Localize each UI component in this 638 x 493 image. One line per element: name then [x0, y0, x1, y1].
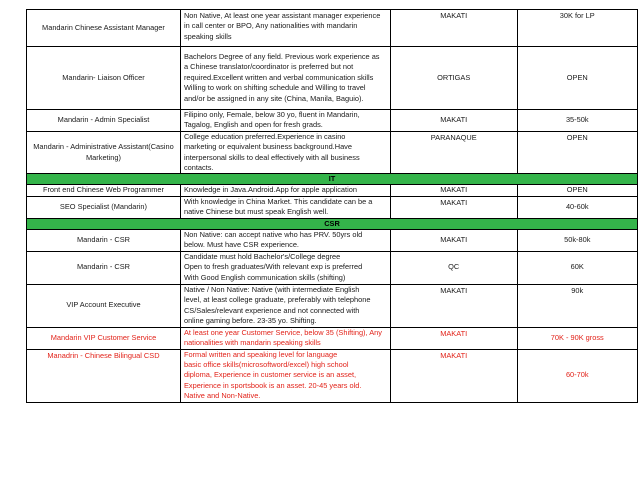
job-location-cell: QC: [390, 251, 517, 284]
job-title-cell-line: VIP Account Executive: [66, 300, 141, 310]
job-description-cell-line: CS/Sales/relevant experience and not connected with: [183, 305, 360, 315]
job-title-cell-line: Mandarin - CSR: [76, 235, 130, 245]
job-location-cell: MAKATI: [390, 327, 517, 349]
job-description-cell: [180, 327, 390, 349]
job-title-cell: [27, 229, 181, 251]
job-description-cell-line: online gaming before. 23-35 yo. Shifting.: [183, 316, 317, 326]
job-location-cell: MAKATI: [390, 110, 517, 132]
job-salary-cell: OPEN: [517, 185, 638, 196]
job-description-cell-line: native Chinese but must speak English well.: [183, 207, 329, 217]
section-header-row: [27, 174, 638, 185]
job-description-cell-line: nationalities with mandarin speaking skills: [183, 338, 321, 348]
job-title-cell: [27, 185, 181, 196]
job-title-cell: [27, 196, 181, 218]
job-title-cell-line: Mandarin VIP Customer Service: [50, 332, 157, 342]
job-title-cell-line: Mandarin Chinese Assistant Manager: [42, 22, 165, 32]
job-title-cell: [27, 131, 181, 174]
job-location-cell: MAKATI: [390, 229, 517, 251]
job-description-cell-line: Non Native: can accept native who has PRV. 50yrs old: [183, 229, 363, 239]
job-description-cell-line: Bachelors Degree of any field. Previous work experience as: [183, 51, 380, 61]
job-description-cell: [180, 131, 390, 174]
job-location-cell: MAKATI: [390, 284, 517, 327]
job-description-cell-line: Willing to work on shifting schedule and Willing to travel: [183, 83, 366, 93]
job-title-cell: [27, 327, 181, 349]
job-title-cell: [27, 349, 181, 402]
job-listing-table: [26, 9, 638, 403]
job-location-cell: PARANAQUE: [390, 131, 517, 174]
job-row: [27, 251, 638, 284]
job-description-cell: [180, 47, 390, 110]
job-description-cell: [180, 10, 390, 47]
job-title-cell: [27, 47, 181, 110]
job-description-cell-line: Formal written and speaking level for language: [183, 349, 338, 359]
job-title-cell-line: Mandarin - CSR: [76, 262, 130, 272]
job-title-cell-line: Mandarin - Admin Specialist: [57, 115, 150, 125]
job-description-cell-line: Open to fresh graduates/With relevant exp is preferred: [183, 262, 363, 272]
job-description-cell-line: speaking skills: [183, 31, 232, 41]
job-row: [27, 10, 638, 47]
job-salary-cell: 50k-80k: [517, 229, 638, 251]
job-salary-cell: 35-50k: [517, 110, 638, 132]
job-location-cell: MAKATI: [390, 196, 517, 218]
job-title-cell: [27, 10, 181, 47]
job-salary-cell: OPEN: [517, 47, 638, 110]
job-salary-cell: 70K - 90K gross: [517, 327, 638, 349]
job-description-cell-line: Tagalog, English and open for fresh grads.: [183, 120, 323, 130]
job-description-cell: [180, 251, 390, 284]
job-description-cell-line: in call center or BPO, Any nationalities with mandarin: [183, 21, 358, 31]
job-description-cell-line: diploma, Experience in customer service is an asset,: [183, 370, 357, 380]
job-description-cell-line: With Good English communication skills (shifting): [183, 272, 346, 282]
job-description-cell: [180, 185, 390, 196]
job-description-cell: [180, 196, 390, 218]
job-description-cell-line: and/or be assigned in any site (China, Manila, Baguio).: [183, 93, 364, 103]
job-description-cell-line: College education preferred.Experience in casino: [183, 131, 346, 141]
job-row: [27, 110, 638, 132]
job-description-cell-line: Non Native, At least one year assistant manager experience: [183, 11, 381, 20]
job-salary-cell: 60K: [517, 251, 638, 284]
job-row: [27, 284, 638, 327]
job-description-cell-line: basic office skills(microsoftword/excel) high school: [183, 360, 349, 370]
job-description-cell-line: contacts.: [183, 163, 214, 173]
job-row: [27, 349, 638, 402]
job-title-cell-line: Mandarin - Administrative Assistant(Casino: [33, 142, 174, 152]
job-salary-cell: 90k: [517, 284, 638, 327]
job-description-cell-line: Filipino only, Female, below 30 yo, fluent in Mandarin,: [183, 110, 360, 119]
job-description-cell-line: With knowledge in China Market. This candidate can be a: [183, 196, 373, 206]
job-title-cell-line: Marketing): [86, 152, 121, 162]
job-title-cell-line: Front end Chinese Web Programmer: [42, 185, 164, 195]
job-location-cell: MAKATI: [390, 10, 517, 47]
job-description-cell-line: Native and Non-Native.: [183, 391, 261, 401]
job-description-cell: [180, 110, 390, 132]
job-location-cell: MAKATI: [390, 185, 517, 196]
job-description-cell-line: Native / Non Native: Native (with intermediate English: [183, 284, 360, 294]
job-description-cell-line: a Chinese translator/coordinator is preferred but not: [183, 62, 354, 72]
job-row: [27, 229, 638, 251]
job-description-cell-line: Knowledge in Java.Android.App for apple application: [183, 185, 357, 195]
job-salary-cell: OPEN: [517, 131, 638, 174]
section-header-row: [27, 218, 638, 229]
job-description-cell-line: below. Must have CSR experience.: [183, 240, 299, 250]
job-description-cell-line: Experience in sportsbook is an asset. 20-45 years old.: [183, 380, 362, 390]
job-description-cell-line: level, at least college graduate, preferably with telephone: [183, 295, 371, 305]
job-title-cell: [27, 284, 181, 327]
section-header-label: CSR: [27, 218, 638, 229]
job-description-cell-line: Candidate must hold Bachelor's/College degree: [183, 252, 341, 262]
job-title-cell-line: SEO Specialist (Mandarin): [59, 202, 148, 212]
job-title-cell-line: Mandarin- Liaison Officer: [62, 72, 145, 82]
job-listing-body: [27, 10, 638, 403]
job-salary-cell: 30K for LP: [517, 10, 638, 47]
job-description-cell-line: marketing or equivalent business background.Have: [183, 142, 352, 152]
job-salary-cell: 40-60k: [517, 196, 638, 218]
job-description-cell-line: At least one year Customer Service, below 35 (Shifting), Any: [183, 327, 382, 337]
job-salary-cell: 60-70k: [517, 349, 638, 402]
job-description-cell: [180, 349, 390, 402]
job-location-cell: ORTIGAS: [390, 47, 517, 110]
job-description-cell: [180, 284, 390, 327]
job-title-cell-line: Manadrin - Chinese Bilingual CSD: [47, 350, 160, 360]
job-row: [27, 185, 638, 196]
job-row: [27, 327, 638, 349]
section-header-label: IT: [27, 174, 638, 185]
job-description-cell-line: interpersonal skills to deal effectively with all business: [183, 152, 360, 162]
job-location-cell: MAKATI: [390, 349, 517, 402]
job-row: [27, 131, 638, 174]
job-title-cell: [27, 110, 181, 132]
job-row: [27, 47, 638, 110]
job-description-cell-line: required.Excellent written and verbal communication skills: [183, 72, 374, 82]
job-title-cell: [27, 251, 181, 284]
job-description-cell: [180, 229, 390, 251]
job-row: [27, 196, 638, 218]
